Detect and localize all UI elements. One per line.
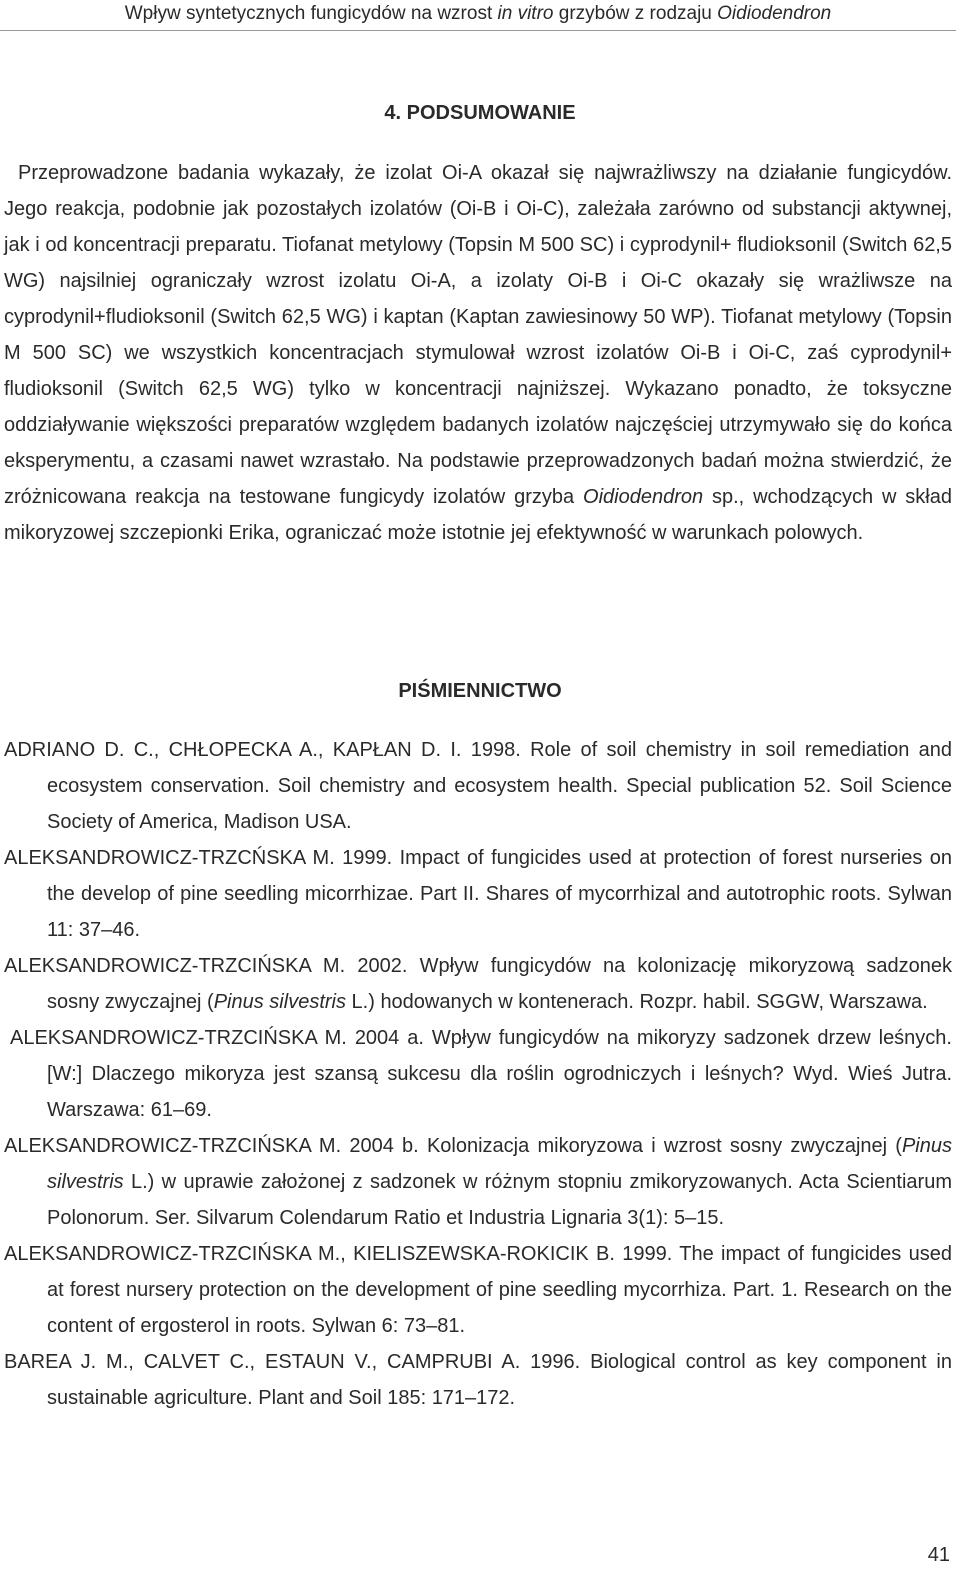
header-text-1: Wpływ syntetycznych fungicydów na wzrost — [124, 3, 498, 24]
reference-item — [4, 1128, 952, 1236]
reference-item — [4, 1236, 952, 1344]
reference-text: ALEKSANDROWICZ-TRZCIŃSKA M. 2004 a. Wpływ fungicydów na mikoryzy sadzonek drzew leśnych. [W:] Dlaczego mikoryza jest szansą sukcesu dla roślin ogrodniczych i leśnych? Wyd. Wieś Jutra. Warszawa: 61–69. — [10, 1027, 952, 1121]
running-header — [0, 0, 956, 31]
reference-text: BAREA J. M., CALVET C., ESTAUN V., CAMPRUBI A. 1996. Biological control as key component in sustainable agriculture. Plant and Soil 185: 171–172. — [4, 1351, 952, 1409]
summary-genus-italic: Oidiodendron — [583, 486, 704, 508]
reference-text: ALEKSANDROWICZ-TRZCŃSKA M. 1999. Impact of fungicides used at protection of forest nurseries on the develop of pine seedling micorrhizae. Part II. Shares of mycorrhizal and autotrophic roots. Sylwan 11: 37–46. — [4, 847, 952, 941]
reference-text: L.) hodowanych w kontenerach. Rozpr. habil. SGGW, Warszawa. — [345, 991, 928, 1013]
reference-text: ADRIANO D. C., CHŁOPECKA A., KAPŁAN D. I. 1998. Role of soil chemistry in soil remediation and ecosystem conservation. Soil chemistry and ecosystem health. Special publication 52. Soil Science Society of America, Madison USA. — [4, 739, 952, 833]
reference-text: ALEKSANDROWICZ-TRZCIŃSKA M. 2002. Wpływ fungicydów na kolonizację mikoryzową sadzonek sosny zwyczajnej ( — [4, 955, 952, 1013]
summary-paragraph — [4, 155, 952, 551]
reference-text: ALEKSANDROWICZ-TRZCIŃSKA M. 2004 b. Kolonizacja mikoryzowa i wzrost sosny zwyczajnej ( — [4, 1135, 902, 1157]
header-italic-1: in vitro — [497, 3, 554, 24]
header-text-2: grzybów z rodzaju — [553, 3, 718, 24]
reference-list — [4, 732, 952, 1416]
section-title-references: PIŚMIENNICTWO — [398, 680, 562, 702]
page-number: 41 — [927, 1544, 950, 1566]
reference-item — [4, 1020, 952, 1128]
reference-species-italic: Pinus silvestris — [213, 991, 346, 1013]
reference-species-italic: Pinus silvestris — [47, 1135, 952, 1193]
reference-item — [4, 840, 952, 948]
reference-item — [4, 948, 952, 1020]
reference-text: L.) w uprawie założonej z sadzonek w różnym stopniu zmikoryzowanych. Acta Scientiarum Polonorum. Ser. Silvarum Colendarum Ratio et Industria Lignaria 3(1): 5–15. — [47, 1171, 952, 1229]
header-italic-2: Oidiodendron — [717, 3, 832, 24]
reference-item — [4, 1344, 952, 1416]
summary-text: Przeprowadzone badania wykazały, że izolat Oi-A okazał się najwrażliwszy na działanie fungicydów. Jego reakcja, podobnie jak pozostałych izolatów (Oi-B i Oi-C), zależała zarówno od substancji aktywnej, jak i od koncentracji preparatu. Tiofanat metylowy (Topsin M 500 SC) i cyprodynil+ fludioksonil (Switch 62,5 WG) najsilniej ograniczały wzrost izolatu Oi-A, a izolaty Oi-B i Oi-C okazały się wrażliwsze na cyprodynil+fludioksonil (Switch 62,5 WG) i kaptan (Kaptan zawiesinowy 50 WP). Tiofanat metylowy (Topsin M 500 SC) we wszystkich koncentracjach stymulował wzrost izolatów Oi-B i Oi-C, zaś cyprodynil+ fludioksonil (Switch 62,5 WG) tylko w koncentracji najniższej. Wykazano ponadto, że toksyczne oddziaływanie większości preparatów względem badanych izolatów najczęściej utrzymywało się do końca eksperymentu, a czasami nawet wzrastało. Na podstawie przeprowadzonych badań można stwierdzić, że zróżnicowana reakcja na testowane fungicydy izolatów grzyba — [4, 162, 952, 508]
reference-text: ALEKSANDROWICZ-TRZCIŃSKA M., KIELISZEWSKA-ROKICIK B. 1999. The impact of fungicides used at forest nursery protection on the development of pine seedling mycorrhiza. Part. 1. Research on the content of ergosterol in roots. Sylwan 6: 73–81. — [4, 1243, 952, 1337]
reference-item — [4, 732, 952, 840]
summary-text-end: sp., wchodzących w skład mikoryzowej szczepionki Erika, ograniczać może istotnie jej efektywność w warunkach polowych. — [4, 486, 952, 544]
section-title-summary: 4. PODSUMOWANIE — [384, 102, 576, 124]
